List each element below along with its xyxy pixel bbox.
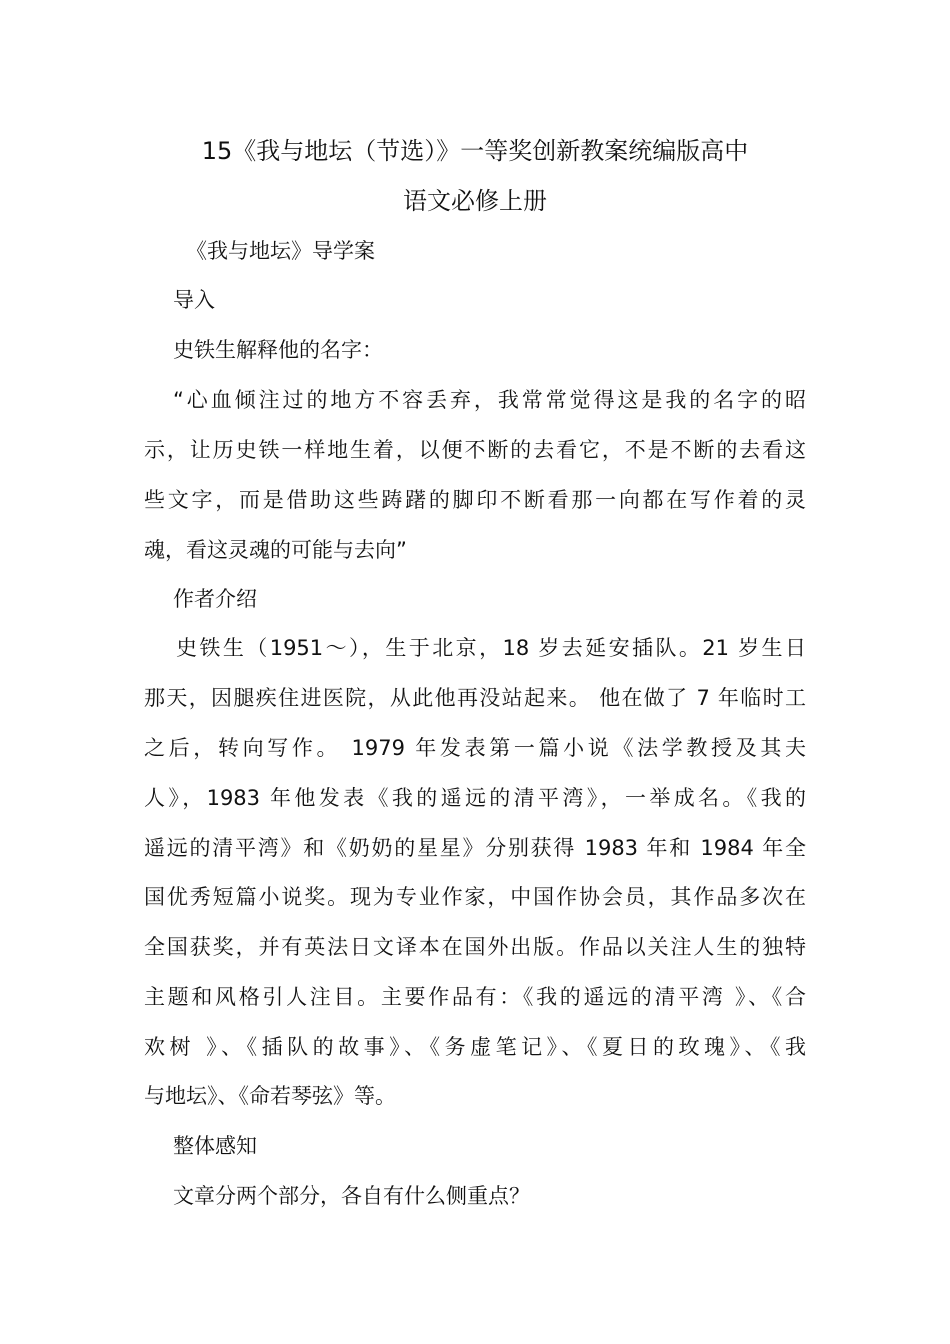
question-text: 文章分两个部分，各自有什么侧重点？ [173, 1184, 530, 1208]
section-heading-author: 作者介绍 [173, 587, 257, 611]
section-heading-overall: 整体感知 [173, 1134, 257, 1158]
document-title-line-2: 语文必修上册 [403, 187, 547, 215]
quote-line: 些文字，而是借助这些踌躇的脚印不断看那一向都在写作着的灵 [144, 488, 806, 512]
document-title-line-1: 15《我与地坛（节选）》一等奖创新教案统编版高中 [201, 137, 749, 165]
author-paragraph-line: 欢树 》、《插队的故事》、《务虚笔记》、《夏日的玫瑰》、《我 [144, 1035, 806, 1059]
author-paragraph-line: 国优秀短篇小说奖。现为专业作家，中国作协会员，其作品多次在 [144, 885, 806, 909]
quote-line: 魂，看这灵魂的可能与去向” [144, 538, 407, 562]
author-paragraph-line: 人》，1983 年他发表《我的遥远的清平湾》，一举成名。《我的 [144, 786, 806, 810]
author-paragraph-line: 全国获奖，并有英法日文译本在国外出版。作品以关注人生的独特 [144, 935, 806, 959]
author-paragraph-line: 史铁生（1951～），生于北京，18 岁去延安插队。21 岁生日 [176, 636, 806, 660]
quote-line: “心血倾注过的地方不容丢弃，我常常觉得这是我的名字的昭 [173, 388, 806, 412]
author-paragraph-line: 之后，转向写作。 1979 年发表第一篇小说《法学教授及其夫 [144, 736, 806, 760]
quote-line: 示，让历史铁一样地生着，以便不断的去看它，不是不断的去看这 [144, 438, 806, 462]
author-paragraph-line: 主题和风格引人注目。主要作品有：《我的遥远的清平湾 》、《合 [144, 985, 806, 1009]
subtitle: 《我与地坛》导学案 [186, 239, 375, 263]
author-paragraph-line: 遥远的清平湾》和《奶奶的星星》分别获得 1983 年和 1984 年全 [144, 836, 806, 860]
section-heading-intro: 导入 [173, 288, 215, 312]
author-paragraph-line: 那天，因腿疾住进医院，从此他再没站起来。 他在做了 7 年临时工 [144, 686, 806, 710]
author-paragraph-line: 与地坛》、《命若琴弦》等。 [144, 1084, 396, 1108]
intro-lead-text: 史铁生解释他的名字： [173, 338, 383, 362]
